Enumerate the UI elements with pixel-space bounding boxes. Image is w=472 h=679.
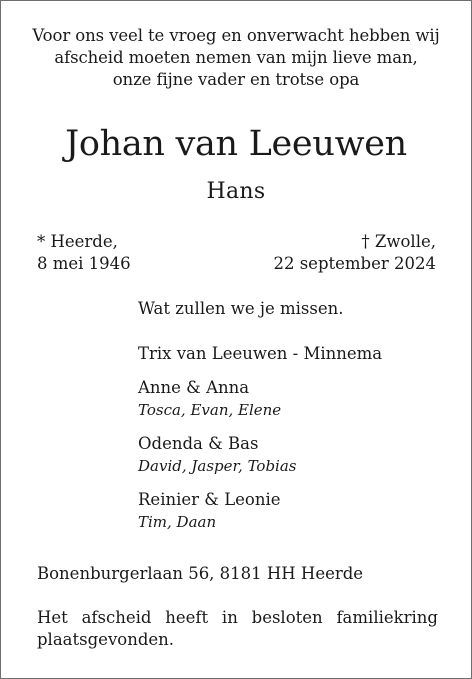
grandchildren-names: David, Jasper, Tobias: [138, 457, 297, 475]
birth-place: * Heerde,: [37, 232, 118, 251]
birth-date: 8 mei 1946: [37, 254, 131, 273]
farewell-notice: [37, 607, 438, 651]
intro-line: afscheid moeten nemen van mijn lieve man,: [54, 48, 418, 67]
partner-name: Trix van Leeuwen - Minnema: [138, 344, 383, 363]
family-group: [138, 489, 382, 533]
family-block: [138, 298, 382, 545]
family-group: [138, 377, 382, 421]
child-names: Anne & Anna: [138, 378, 250, 397]
birth-info: [37, 231, 131, 275]
motto: Wat zullen we je missen.: [138, 299, 344, 318]
address: Bonenburgerlaan 56, 8181 HH Heerde: [37, 564, 364, 583]
intro-line: onze fijne vader en trotse opa: [112, 70, 360, 89]
child-names: Odenda & Bas: [138, 434, 259, 453]
child-names: Reinier & Leonie: [138, 490, 281, 509]
farewell-line: Het afscheid heeft in besloten familiekring: [37, 608, 438, 627]
grandchildren-names: Tosca, Evan, Elene: [138, 401, 282, 419]
grandchildren-names: Tim, Daan: [138, 513, 217, 531]
intro-line: Voor ons veel te vroeg en onverwacht hebben wij: [32, 26, 440, 45]
death-place: † Zwolle,: [361, 232, 436, 251]
deceased-name: Johan van Leeuwen: [65, 124, 407, 164]
deceased-nickname: Hans: [206, 179, 266, 204]
intro-text: [1, 25, 471, 91]
death-date: 22 september 2024: [273, 254, 436, 273]
farewell-line: plaatsgevonden.: [37, 630, 175, 649]
death-info: [273, 231, 436, 275]
family-group: [138, 433, 382, 477]
